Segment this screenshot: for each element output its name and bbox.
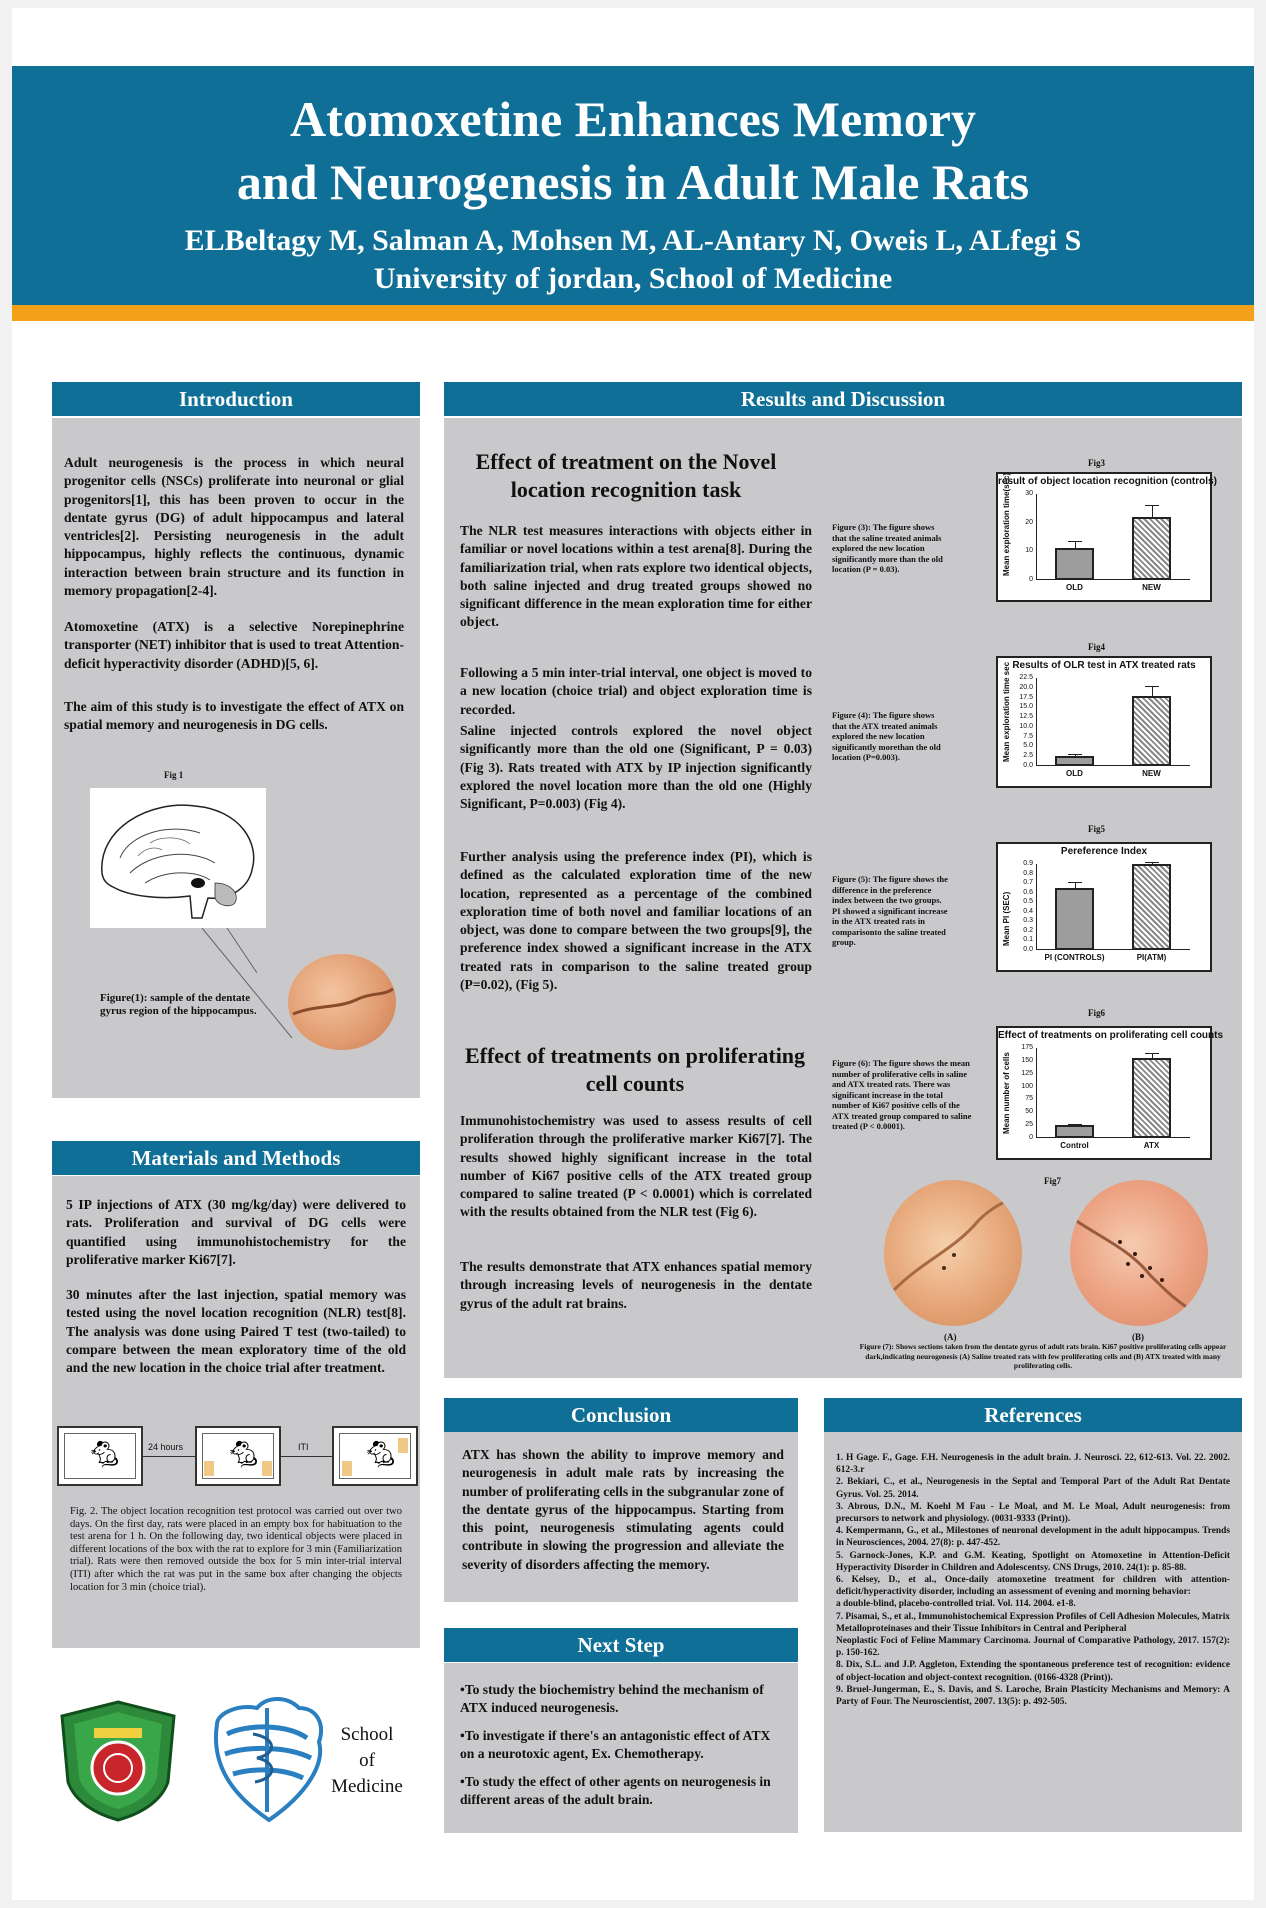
intro-paragraph-2: Atomoxetine (ATX) is a selective Norepinephrine transporter (NET) inhibitor that is used to treat Attention-deficit hyperactivity disorder (ADHD)[5, 6]. [64, 619, 404, 671]
reference-item: 5. Garnock-Jones, K.P. and G.M. Keating, Spotlight on Atomoxetine in Attention-Deficit Hyperactivity Disorder in Children and Adolescentsy. CNS Drugs, 2010. 24(1): p. 85-88. [836, 1550, 1230, 1573]
introduction-heading: Introduction [52, 382, 420, 416]
chart-bar [1055, 888, 1094, 950]
next-step-panel [444, 1663, 798, 1833]
fig1-label: Fig 1 [164, 770, 184, 780]
references-list [836, 1452, 1230, 1708]
intro-paragraph-1: Adult neurogenesis is the process in which neural progenitor cells (NSCs) proliferate into neuronal or glial progenitors[1], this has been proven to occur in the dentate gyrus (DG) of adult hippocampus and lateral ventricles[2]. Persisting neurogenesis in the adult hippocampus, highly reflects the continuous, dynamic interaction between brain structure and its function in memory propagation[2-4]. [64, 455, 404, 599]
conclusion-heading: Conclusion [444, 1398, 798, 1432]
chart-bar [1132, 517, 1171, 580]
references-heading: References [824, 1398, 1242, 1432]
chart-y-axis-label: Mean exploration time sec [1002, 661, 1011, 762]
poster [12, 8, 1254, 1900]
chart-y-tick: 150 [1021, 1056, 1033, 1064]
chart-x-tick: ATX [1143, 1141, 1160, 1150]
university-of-jordan-logo [56, 1698, 180, 1822]
fig7-label: Fig7 [1044, 1176, 1061, 1186]
timeline-24-hours: 24 hours [148, 1442, 184, 1452]
fig6-caption: Figure (6): The figure shows the mean number of proliferative cells in saline and ATX treated rats. There was significant increase in the total number of Ki67 positive cells of the ATX treated group compared to saline treated (P < 0.0001). [832, 1058, 972, 1131]
school-line-2: of [359, 1750, 375, 1771]
fig4-caption: Figure (4): The figure shows that the ATX treated animals explored the new location significantly morethan the old location (P=0.003). [832, 710, 941, 762]
chart-y-tick: 10.0 [1019, 722, 1033, 730]
fig5-caption: Figure (5): The figure shows the difference in the preference index between the two groups. PI showed a significant increase in the ATX treated rats in comparisonto the saline treated group. [832, 874, 948, 947]
references-panel [824, 1432, 1242, 1832]
fig7-b-label: (B) [1132, 1332, 1144, 1342]
fig5-chart [996, 842, 1212, 972]
next-step-item-3: •To study the effect of other agents on neurogenesis in different areas of the adult brain. [460, 1774, 771, 1807]
chart-y-tick: 50 [1025, 1108, 1033, 1116]
arrow-line-2 [281, 1456, 332, 1457]
timeline-iti: ITI [298, 1442, 309, 1452]
chart-y-tick: 0.0 [1023, 946, 1033, 953]
school-of-medicine-logo [207, 1694, 327, 1824]
fig7-micrograph-a [884, 1180, 1022, 1326]
chart-error-bar [1152, 686, 1153, 696]
chart-y-tick: 0.2 [1023, 926, 1033, 934]
fig4-chart [996, 656, 1212, 788]
chart-y-tick: 0.0 [1023, 762, 1033, 769]
chart-title: result of object location recognition (controls) [998, 476, 1217, 487]
conclusion-text: ATX has shown the ability to improve memory and neurogenesis in adult male rats by increasing the number of proliferating cells in the subgranular zone of the dentate gyrus of the hippocampus. Starting from this point, neurogenesis stimulating agents could contribute in slowing the progression and alleviate the severity of disorders affecting the memory. [462, 1447, 784, 1572]
results-paragraph-3: Saline injected controls explored the novel object significantly more than the old one (Significant, P = 0.03) (Fig 3). Rats treated with ATX by IP injection significantly explored the novel location more than the old one (Highly Significant, P=0.003) (Fig 4). [460, 723, 812, 812]
fig5-label: Fig5 [1088, 824, 1105, 834]
chart-error-bar [1075, 754, 1076, 756]
methods-paragraph-2: 30 minutes after the last injection, spatial memory was tested using the novel location recognition (NLR) test[8]. The analysis was done using Paired T test (two-tailed) to compare between the mean exploratory time of the old and the new location in the choice trial after treatment. [66, 1287, 406, 1376]
fig7-a-label: (A) [944, 1332, 957, 1342]
chart-error-bar [1075, 1124, 1076, 1126]
chart-y-tick: 0.6 [1023, 888, 1033, 896]
chart-x-tick: NEW [1142, 769, 1161, 778]
fig3-caption: Figure (3): The figure shows that the saline treated animals explored the new location significantly more than the old location (P = 0.03). [832, 522, 943, 574]
chart-y-tick: 7.5 [1023, 732, 1033, 740]
chart-y-tick: 0.5 [1023, 898, 1033, 906]
results-paragraph-2: Following a 5 min inter-trial interval, one object is moved to a new location (choice trial) and object exploration time is recorded. [460, 665, 812, 717]
results-panel [444, 418, 1242, 1378]
affiliation: University of jordan, School of Medicine [373, 262, 893, 295]
chart-y-tick: 0.3 [1023, 917, 1033, 925]
title-line-1: Atomoxetine Enhances Memory [290, 91, 976, 147]
chart-y-tick: 15.0 [1019, 703, 1033, 711]
chart-x-tick: PI (CONTROLS) [1044, 953, 1105, 962]
fig3-label: Fig3 [1088, 458, 1105, 468]
results-subheading-2 [456, 1042, 814, 1098]
chart-y-tick: 0 [1029, 1134, 1033, 1141]
reference-item: 9. Bruel-Jungerman, E., S. Davis, and S. Laroche, Brain Plasticity Mechanisms and Memory: A Party of Four. The Neuroscientist, 2007. 13(5): p. 492-505. [836, 1684, 1230, 1708]
poster-header [12, 66, 1254, 321]
chart-y-tick: 17.5 [1019, 693, 1033, 701]
chart-y-tick: 0.8 [1023, 869, 1033, 877]
methods-paragraph-1: 5 IP injections of ATX (30 mg/kg/day) were delivered to rats. Proliferation and survival of DG cells were quantified using immunohistochemistry for the proliferative marker Ki67[7]. [66, 1197, 406, 1267]
school-line-1: School [340, 1724, 394, 1745]
fig1-caption: Figure(1): sample of the dentate gyrus region of the hippocampus. [100, 992, 257, 1017]
results-paragraph-1: The NLR test measures interactions with objects either in familiar or novel locations within a test arena[8]. During the familiarization trial, when rats explore two identical objects, both saline injected and drug treated groups showed no significant difference in the mean exploration time for either object. [460, 523, 812, 630]
chart-y-tick: 100 [1021, 1082, 1033, 1090]
chart-title: Pereference Index [1060, 846, 1148, 857]
reference-item: 2. Bekiari, C., et al., Neurogenesis in the Septal and Temporal Part of the Adult Rat Dentate Gyrus. Vol. 25. 2014. [836, 1477, 1230, 1500]
object-1 [204, 1461, 214, 1476]
chart-x-tick: PI(ATM) [1136, 953, 1167, 962]
chart-y-axis-label: Mean PI (SEC) [1002, 891, 1011, 946]
reference-item: 8. Dix, S.L. and J.P. Aggleton, Extending the spontaneous preference test of recognition: evidence of object-location and object-context recognition. (0166-4328 (Print)). [836, 1660, 1230, 1683]
chart-y-tick: 0.4 [1023, 907, 1033, 915]
next-step-item-1: •To study the biochemistry behind the mechanism of ATX induced neurogenesis. [460, 1682, 764, 1715]
next-step-item-2: •To investigate if there's an antagonistic effect of ATX on a neurotoxic agent, Ex. Chemotherapy. [460, 1728, 771, 1761]
chart-x-tick: OLD [1066, 583, 1083, 592]
chart-y-tick: 0 [1029, 576, 1033, 583]
chart-y-tick: 10 [1025, 547, 1033, 555]
chart-y-axis-label: Mean exploration time(sec) [1002, 472, 1011, 576]
chart-y-tick: 125 [1021, 1069, 1033, 1077]
chart-y-tick: 0.9 [1023, 860, 1033, 867]
fig3-chart [996, 472, 1217, 602]
chart-bar [1055, 548, 1094, 580]
fig7-caption: Figure (7): Shows sections taken from the dentate gyrus of adult rats brain. Ki67 positive proliferating cells appear dark,indicating neurogenesis (A) Saline treated rats with few proliferating cells and (B) ATX treated with many proliferating cells. [859, 1342, 1227, 1370]
fig6-chart [996, 1026, 1224, 1160]
results-subheading-1 [456, 448, 796, 504]
reference-item: 3. Abrous, D.N., M. Koehl M Fau - Le Moal, and M. Le Moal, Adult neurogenesis: from precursors to network and physiology. (0031-9333 (Print)). [836, 1501, 1230, 1525]
chart-x-tick: OLD [1066, 769, 1083, 778]
reference-item: a double-blind, placebo-controlled trial. Vol. 114. 2004. e1-8. [836, 1599, 1076, 1610]
methods-panel [52, 1176, 420, 1648]
fig2-caption: Fig. 2. The object location recognition test protocol was carried out over two days. On the first day, rats were placed in an empty box for habituation to the test arena for 1 h. On the following day, two identical objects were placed in different locations of the box with the rat to explore for 3 min (Familiarization trial). Rats were then removed outside the box for 5 min inter-trial interval (ITI) after which the rat was put in the same box after changing the objects location for 3 min (choice trial). [70, 1506, 402, 1593]
chart-bar [1132, 864, 1171, 950]
chart-error-bar [1075, 882, 1076, 888]
fig6-label: Fig6 [1088, 1008, 1105, 1018]
authors: ELBeltagy M, Salman A, Mohsen M, AL-Antary N, Oweis L, ALfegi S [184, 224, 1082, 257]
arrow-line-1 [143, 1456, 195, 1457]
chart-x-tick: Control [1060, 1141, 1089, 1150]
reference-item: Neoplastic Foci of Feline Mammary Carcinoma. Journal of Comparative Pathology, 2017. 157(2): p. 150-162. [836, 1636, 1230, 1659]
chart-title: Results of OLR test in ATX treated rats [1012, 660, 1196, 671]
chart-x-tick: NEW [1142, 583, 1161, 592]
reference-item: 7. Pisamai, S., et al., Immunohistochemical Expression Profiles of Cell Adhesion Molecules, Matrix Metalloproteinases and their Tissue Inhibitors in Central and Peripheral [836, 1611, 1230, 1634]
chart-y-tick: 12.5 [1019, 713, 1033, 721]
intro-paragraph-3: The aim of this study is to investigate the effect of ATX on spatial memory and neurogenesis in DG cells. [64, 699, 404, 733]
results-subheading-1-line-1: Effect of treatment on the Novel [475, 449, 777, 474]
chart-y-axis-label: Mean number of cells [1002, 1052, 1011, 1134]
results-paragraph-6: The results demonstrate that ATX enhances spatial memory through increasing levels of neurogenesis in the dentate gyrus of the adult rat brains. [460, 1259, 812, 1311]
object-moved [398, 1438, 408, 1453]
chart-error-bar [1152, 505, 1153, 516]
chart-y-tick: 5.0 [1023, 742, 1033, 750]
results-heading: Results and Discussion [444, 382, 1242, 416]
chart-bar [1132, 696, 1171, 766]
object-2 [262, 1461, 272, 1476]
school-line-3: Medicine [331, 1776, 403, 1797]
object-1 [342, 1461, 352, 1476]
methods-heading: Materials and Methods [52, 1141, 420, 1175]
chart-y-tick: 2.5 [1023, 752, 1033, 760]
chart-bar [1055, 1125, 1094, 1138]
chart-bar [1132, 1058, 1171, 1138]
chart-y-tick: 0.1 [1023, 936, 1033, 944]
chart-error-bar [1152, 862, 1153, 864]
fig4-label: Fig4 [1088, 642, 1105, 652]
rat-icon: 🐁︎ [88, 1440, 122, 1469]
chart-y-tick: 75 [1025, 1095, 1033, 1103]
chart-error-bar [1075, 541, 1076, 548]
results-paragraph-5: Immunohistochemistry was used to assess results of cell proliferation through the proliferative marker Ki67[7]. The results showed highly significant increase in the total number of Ki67 positive cells of the ATX treated group compared to saline treated (P < 0.0001) which is correlated with the results obtained from the NLR test (Fig 6). [460, 1113, 812, 1220]
chart-y-tick: 25 [1025, 1121, 1033, 1129]
chart-y-tick: 20 [1025, 518, 1033, 526]
introduction-panel [52, 418, 420, 1098]
results-subheading-2-line-1: Effect of treatments on proliferating [464, 1043, 806, 1068]
chart-bar [1055, 756, 1094, 766]
reference-item: 4. Kempermann, G., et al., Milestones of neuronal development in the adult hippocampus. Trends in Neurosciences, 2004. 27(8): p. 447-452. [836, 1526, 1230, 1549]
chart-y-tick: 0.7 [1023, 879, 1033, 887]
dentate-gyrus-micrograph [288, 954, 396, 1050]
reference-item: 6. Kelsey, D., et al., Once-daily atomoxetine treatment for children with attention-deficit/hyperactivity disorder, including an assessment of evening and morning behavior: [836, 1575, 1230, 1598]
chart-y-tick: 30 [1025, 490, 1033, 497]
conclusion-panel [444, 1432, 798, 1602]
school-of-medicine-text [322, 1722, 412, 1800]
chart-y-tick: 22.5 [1019, 674, 1033, 681]
reference-item: 1. H Gage. F., Gage. F.H. Neurogenesis in the adult brain. J. Neurosci. 22, 612-613. Vol. 22. 2002. 612-3.r [836, 1453, 1230, 1476]
chart-title: Effect of treatments on proliferating cell counts [998, 1030, 1224, 1041]
title-line-2: and Neurogenesis in Adult Male Rats [236, 154, 1030, 210]
chart-error-bar [1152, 1053, 1153, 1058]
chart-y-tick: 175 [1021, 1044, 1033, 1051]
rat-icon: 🐁︎ [227, 1440, 261, 1469]
results-subheading-1-line-2: location recognition task [510, 477, 742, 502]
next-step-heading: Next Step [444, 1628, 798, 1662]
fig7-micrograph-b [1070, 1180, 1208, 1326]
results-subheading-2-line-2: cell counts [585, 1071, 685, 1096]
chart-y-tick: 20.0 [1019, 683, 1033, 691]
results-paragraph-4: Further analysis using the preference index (PI), which is defined as the calculated exploration time of the new location, represented as a percentage of the combined exploration time of both novel and familiar locations of an object, was done to compare between the two groups[9], the preference index showed a significant increase in the ATX treated rats in comparison to the saline treated group (P=0.02), (Fig 5). [460, 849, 812, 993]
rat-icon: 🐁︎ [364, 1440, 398, 1469]
